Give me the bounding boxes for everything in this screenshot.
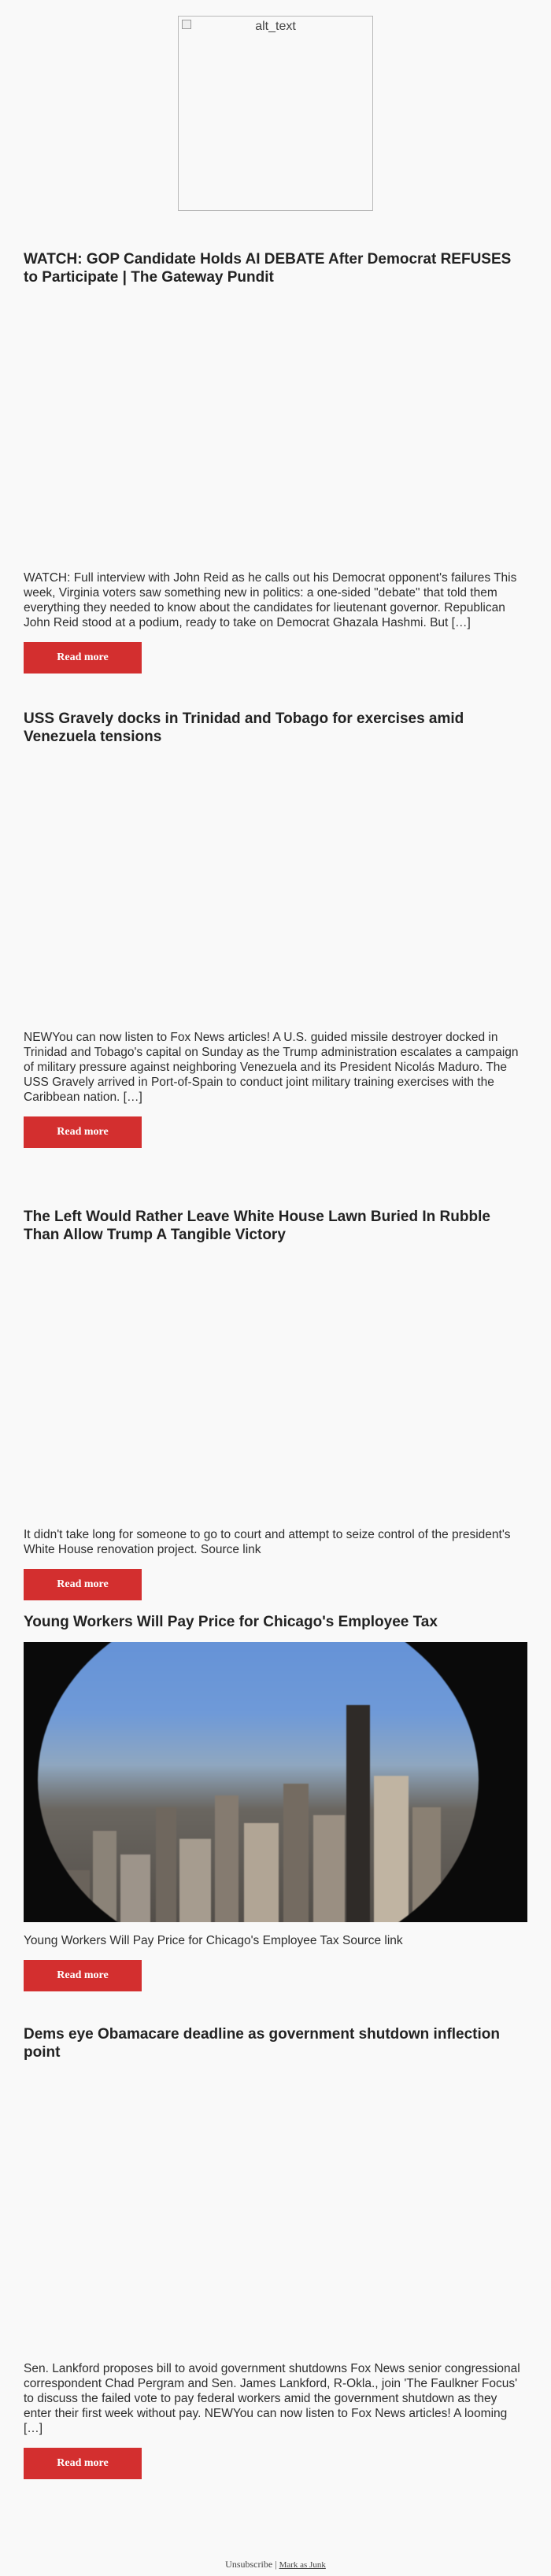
footer-separator: | [275, 2559, 277, 2570]
article-excerpt: NEWYou can now listen to Fox News articles! A U.S. guided missile destroyer docked in Trinidad and Tobago's capital on Sunday as the Trump administration escalates a campaign of military pressure against neighboring Venezuela and its President Nicolás Maduro. The USS Gravely arrived in Port-of-Spain to conduct joint military training exercises with the Caribbean nation. […] [24, 1031, 519, 1104]
article-card [24, 710, 527, 1148]
read-more-button[interactable]: Read more [24, 642, 142, 674]
article-image-placeholder [24, 286, 527, 570]
read-more-button[interactable]: Read more [24, 1960, 142, 1991]
article-image-placeholder [24, 1244, 527, 1527]
unsubscribe-link[interactable]: Unsubscribe [225, 2559, 273, 2570]
article-excerpt: WATCH: Full interview with John Reid as he calls out his Democrat opponent's failures This week, Virginia voters saw something new in politics: a one-sided "debate" that told them everything they needed to know about the candidates for lieutenant governor. Republican John Reid stood at a podium, ready to take on Democrat Ghazala Hashmi. But […] [24, 571, 517, 629]
read-more-button[interactable]: Read more [24, 1569, 142, 1600]
header-image-alt-text: alt_text [255, 20, 296, 33]
chicago-skyline-image [24, 1642, 527, 1922]
read-more-button[interactable]: Read more [24, 1116, 142, 1148]
article-image-placeholder [24, 2061, 527, 2361]
article-card [24, 2025, 527, 2479]
article-title[interactable]: Dems eye Obamacare deadline as government shutdown inflection point [24, 2026, 501, 2061]
article-card [24, 1613, 527, 1991]
article-card [24, 1208, 527, 1600]
article-image-placeholder [24, 746, 527, 1030]
footer [0, 2559, 551, 2570]
article-excerpt: It didn't take long for someone to go to court and attempt to seize control of the president's White House renovation project. Source link [24, 1528, 511, 1556]
tilt-shift-lens-effect [38, 1642, 479, 1922]
mark-as-junk-link[interactable]: Mark as Junk [279, 2560, 326, 2570]
article-excerpt: Young Workers Will Pay Price for Chicago's Employee Tax Source link [24, 1934, 403, 1947]
article-title[interactable]: WATCH: GOP Candidate Holds AI DEBATE After Democrat REFUSES to Participate | The Gateway Pundit [24, 251, 512, 286]
article-title[interactable]: USS Gravely docks in Trinidad and Tobago for exercises amid Venezuela tensions [24, 710, 464, 745]
header-image [178, 16, 373, 211]
article-card [24, 250, 527, 674]
article-excerpt: Sen. Lankford proposes bill to avoid government shutdowns Fox News senior congressional correspondent Chad Pergram and Sen. James Lankford, R-Okla., join 'The Faulkner Focus' to discuss the failed vote to pay federal workers amid the government shutdown as they enter their first week without pay. NEWYou can now listen to Fox News articles! A looming […] [24, 2362, 520, 2435]
read-more-button[interactable]: Read more [24, 2448, 142, 2479]
article-title[interactable]: The Left Would Rather Leave White House Lawn Buried In Rubble Than Allow Trump A Tangible Victory [24, 1209, 490, 1243]
article-title[interactable]: Young Workers Will Pay Price for Chicago's Employee Tax [24, 1614, 438, 1630]
